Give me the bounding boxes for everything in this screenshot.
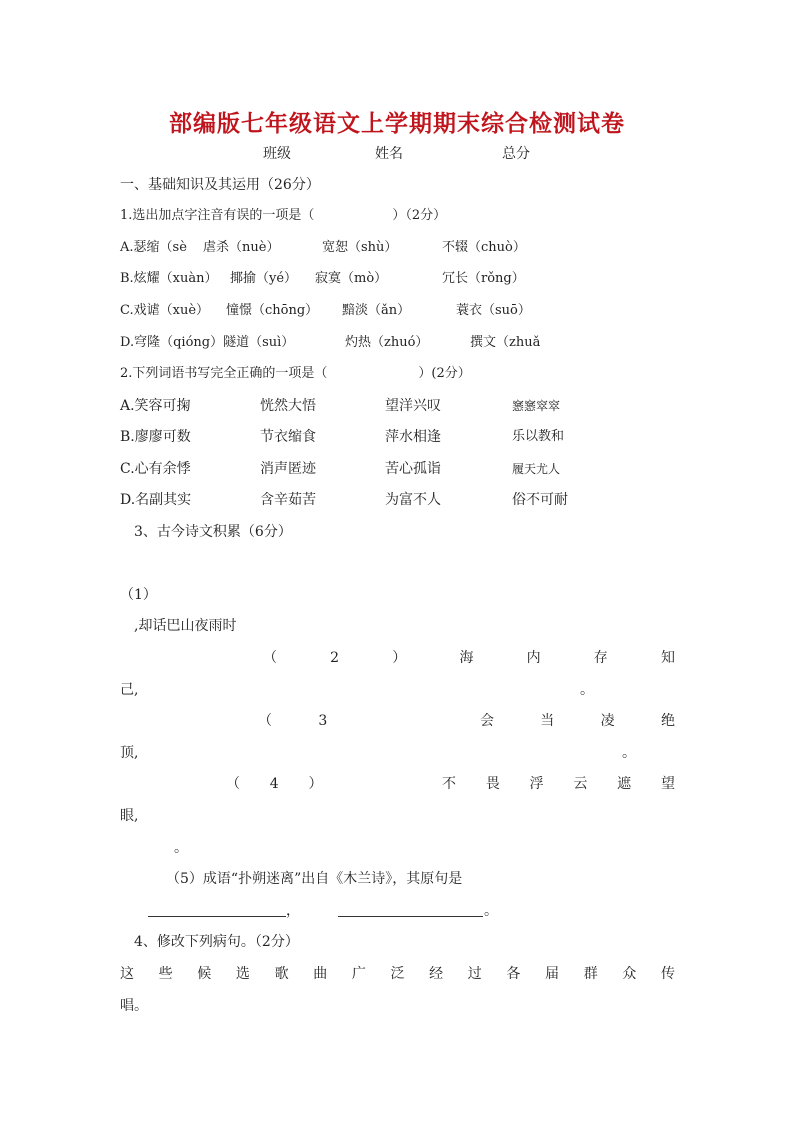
sentence-char: 广 — [351, 966, 366, 982]
sentence-char: 届 — [545, 966, 560, 982]
poem-char: 当 — [540, 713, 555, 729]
q1-option-c-3: 黯淡（ǎn） — [342, 303, 411, 318]
sentence-char: 众 — [622, 966, 637, 982]
sentence-char: 过 — [467, 966, 482, 982]
question-4-heading: 4、修改下列病句。（2分） — [134, 934, 299, 950]
poem-char: 内 — [526, 650, 541, 666]
score-label: 总分 — [502, 146, 530, 162]
poem-char: 望 — [660, 776, 675, 792]
poem-item-1: （1） — [120, 587, 157, 603]
faulty-sentence-end: 唱。 — [120, 998, 148, 1014]
q1-option-b-2: 揶揄（yé） — [230, 271, 298, 286]
q1-option-a-2: 虐杀（nuè） — [203, 240, 280, 255]
sentence-char: 曲 — [313, 966, 328, 982]
q1-option-c-1: C.戏谑（xuè） — [120, 303, 210, 318]
question-2-stem: 2.下列词语书写完全正确的一项是（ ）(2分） — [120, 366, 471, 381]
q2-option-c-2: 消声匿迹 — [260, 461, 316, 477]
q2-option-c-4: 履天尤人 — [512, 462, 561, 476]
poem-char: 遮 — [617, 776, 632, 792]
poem-char: 浮 — [529, 776, 544, 792]
sentence-char: 候 — [197, 966, 212, 982]
poem-char: ） — [308, 776, 323, 792]
poem-char: 会 — [479, 713, 494, 729]
question-1-stem: 1.选出加点字注音有误的一项是（ ）（2分） — [120, 208, 447, 223]
q2-option-d-2: 含辛茹苦 — [260, 492, 316, 508]
page-title: 部编版七年级语文上学期期末综合检测试卷 — [169, 110, 625, 137]
answer-blank-comma: ， — [286, 903, 300, 919]
poem-char: 云 — [573, 776, 588, 792]
q1-option-b-1: B.炫耀（xuàn） — [120, 271, 218, 286]
poem-char: 2 — [330, 650, 340, 666]
sentence-char: 些 — [158, 966, 173, 982]
question-3-heading: 3、古今诗文积累（6分） — [134, 524, 292, 540]
poem-char: ） — [392, 650, 407, 666]
answer-blank-1[interactable] — [148, 916, 286, 917]
q1-option-b-3: 寂寞（mò） — [315, 271, 388, 286]
answer-blank-stop: 。 — [484, 903, 498, 919]
q1-option-c-2: 憧憬（chōng） — [226, 303, 319, 318]
poem-line-3-end: 顶, — [120, 745, 139, 761]
q2-option-d-3: 为富不人 — [385, 492, 441, 508]
poem-line-2 — [263, 649, 675, 667]
q1-option-d-2: 灼热（zhuó） — [345, 335, 429, 350]
sentence-char: 歌 — [274, 966, 289, 982]
q2-option-c-3: 苦心孤诣 — [385, 461, 441, 477]
q1-option-c-4: 蓑衣（suō） — [456, 303, 531, 318]
poem-line-1: ,却话巴山夜雨时 — [134, 618, 237, 634]
poem-char: 绝 — [660, 713, 675, 729]
poem-char: 4 — [269, 776, 279, 792]
poem-line-2-stop: 。 — [580, 682, 594, 698]
q1-option-a-3: 宽恕（shù） — [322, 240, 398, 255]
poem-line-4-end: 眼, — [120, 808, 139, 824]
poem-char: （ — [263, 650, 277, 666]
q2-option-d-4: 俗不可耐 — [512, 492, 568, 508]
poem-line-4-stop: 。 — [174, 840, 188, 856]
poem-item-5: （5）成语“扑朔迷离”出自《木兰诗》，其原句是 — [166, 871, 463, 887]
q2-option-c-1: C.心有余悸 — [120, 461, 191, 477]
q1-option-a-4: 不辍（chuò） — [442, 240, 526, 255]
poem-line-3 — [258, 712, 675, 730]
q1-option-a-1: A.瑟缩（sè — [120, 240, 187, 255]
poem-char: 存 — [593, 650, 608, 666]
q1-option-b-4: 冗长（rǒng） — [442, 271, 525, 286]
class-label: 班级 — [263, 146, 291, 162]
poem-char: （ — [226, 776, 240, 792]
sentence-char: 这 — [120, 966, 134, 982]
faulty-sentence-line — [120, 965, 675, 983]
poem-char: 知 — [660, 650, 675, 666]
sentence-char: 经 — [429, 966, 444, 982]
q2-option-a-2: 恍然大悟 — [260, 398, 316, 414]
poem-char: 畏 — [485, 776, 500, 792]
q1-option-d-1: D.穹隆（qióng）隧道（suì） — [120, 335, 295, 350]
q2-option-b-3: 萍水相逢 — [385, 429, 441, 445]
sentence-char: 各 — [506, 966, 521, 982]
q2-option-b-1: B.廖廖可数 — [120, 429, 191, 445]
poem-char: 凌 — [600, 713, 615, 729]
sentence-char: 传 — [660, 966, 675, 982]
section-heading: 一、基础知识及其运用（26分） — [120, 177, 320, 193]
poem-char: 不 — [442, 776, 457, 792]
poem-char: 3 — [318, 713, 328, 729]
q2-option-d-1: D.名副其实 — [120, 492, 192, 508]
q2-option-a-3: 望洋兴叹 — [385, 398, 441, 414]
q2-option-b-4: 乐以教和 — [512, 429, 565, 444]
q2-option-a-4: 窸窸窣窣 — [512, 399, 561, 413]
q2-option-a-1: A.笑容可掬 — [120, 398, 191, 414]
poem-line-3-stop: 。 — [622, 745, 636, 761]
answer-blank-2[interactable] — [338, 916, 483, 917]
poem-line-2-end: 己, — [120, 682, 139, 698]
poem-char: （ — [258, 713, 272, 729]
poem-line-4 — [226, 775, 675, 793]
sentence-char: 群 — [583, 966, 598, 982]
q1-option-d-3: 撰文（zhuǎ — [470, 335, 541, 350]
sentence-char: 泛 — [390, 966, 405, 982]
q2-option-b-2: 节衣缩食 — [260, 429, 316, 445]
poem-char: 海 — [459, 650, 474, 666]
sentence-char: 选 — [235, 966, 250, 982]
name-label: 姓名 — [375, 146, 403, 162]
